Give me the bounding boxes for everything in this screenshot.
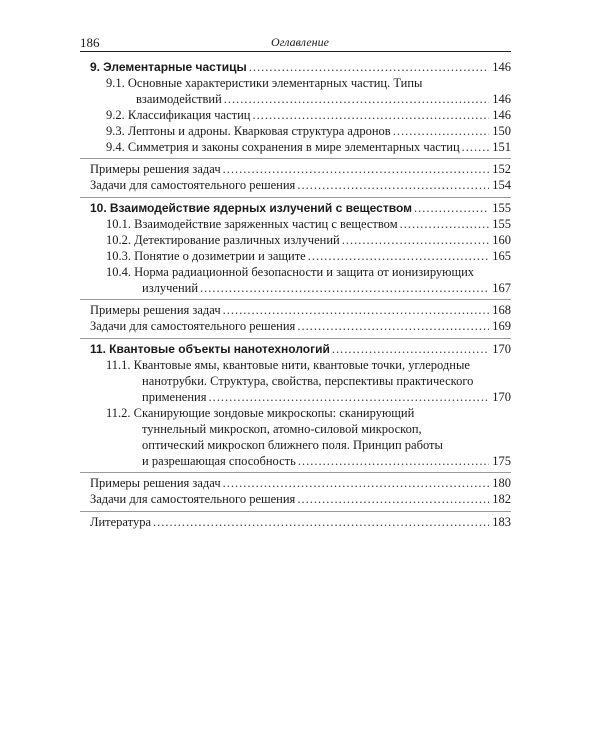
entry-text: 10.3. Понятие о дозиметрии и защите <box>106 249 306 263</box>
header-rule <box>80 51 511 52</box>
divider-rule <box>80 338 511 339</box>
page-ref: 150 <box>492 124 511 138</box>
dot-leader <box>342 232 489 248</box>
entry-text: Задачи для самостоятельного решения <box>90 319 296 333</box>
page-number: 186 <box>80 35 100 50</box>
section-10-4-entry[interactable] <box>106 264 511 296</box>
section-10-3-entry[interactable] <box>106 248 511 264</box>
dot-leader <box>414 200 489 216</box>
entry-text: 9.1. Основные характеристики элементарных частиц. Типы <box>106 76 423 90</box>
page-ref: 168 <box>492 303 511 317</box>
chapter-title: Квантовые объекты нанотехнологий <box>109 342 330 356</box>
divider-rule <box>80 158 511 159</box>
dot-leader <box>223 475 489 491</box>
divider-rule <box>80 197 511 198</box>
dot-leader <box>200 280 489 296</box>
dot-leader <box>223 302 489 318</box>
entry-text: 10.2. Детектирование различных излучений <box>106 233 340 247</box>
dot-leader <box>297 318 489 334</box>
page-ref: 155 <box>492 201 511 215</box>
section-11-1-entry[interactable] <box>106 357 511 405</box>
page-ref: 167 <box>492 281 511 295</box>
entry-text: 11.1. Квантовые ямы, квантовые нити, квантовые точки, углеродные <box>106 358 470 372</box>
dot-leader <box>153 514 489 530</box>
entry-text: нанотрубки. Структура, свойства, перспективы практического <box>142 374 474 388</box>
page-ref: 169 <box>492 319 511 333</box>
section-9-1-entry[interactable] <box>106 75 511 107</box>
divider-rule <box>80 299 511 300</box>
running-header-title: Оглавление <box>271 35 329 49</box>
dot-leader <box>297 177 489 193</box>
page-ref: 180 <box>492 476 511 490</box>
entry-text: взаимодействий <box>136 92 222 106</box>
dot-leader <box>297 491 489 507</box>
section-10-1-entry[interactable] <box>106 216 511 232</box>
entry-text: 10.4. Норма радиационной безопасности и защита от ионизирующих <box>106 265 475 279</box>
examples-9-entry[interactable] <box>90 161 511 177</box>
tasks-10-entry[interactable] <box>90 318 511 334</box>
entry-text: Литература <box>90 515 151 529</box>
entry-text: оптический микроскоп ближнего поля. Принцип работы <box>142 438 443 452</box>
entry-text: применения <box>142 390 207 404</box>
page-ref: 146 <box>492 60 511 74</box>
tasks-9-entry[interactable] <box>90 177 511 193</box>
dot-leader <box>298 453 489 469</box>
examples-11-entry[interactable] <box>90 475 511 491</box>
page-ref: 160 <box>492 233 511 247</box>
section-9-2-entry[interactable] <box>106 107 511 123</box>
entry-text: Задачи для самостоятельного решения <box>90 178 296 192</box>
chapter-9-entry[interactable] <box>90 59 511 75</box>
entry-text: излучений <box>142 281 199 295</box>
page-ref: 170 <box>492 390 511 404</box>
page-ref: 182 <box>492 492 511 506</box>
entry-text: Примеры решения задач <box>90 476 221 490</box>
dot-leader <box>393 123 489 139</box>
literature-entry[interactable] <box>90 514 511 530</box>
dot-leader <box>252 107 489 123</box>
divider-rule <box>80 511 511 512</box>
divider-rule <box>80 472 511 473</box>
chapter-title: Элементарные частицы <box>103 60 247 74</box>
page-ref: 175 <box>492 454 511 468</box>
section-9-4-entry[interactable] <box>106 139 511 155</box>
entry-text: Примеры решения задач <box>90 162 221 176</box>
dot-leader <box>308 248 489 264</box>
page-ref: 155 <box>492 217 511 231</box>
entry-text: 11.2. Сканирующие зондовые микроскопы: сканирующий <box>106 406 415 420</box>
page-ref: 146 <box>492 108 511 122</box>
dot-leader <box>400 216 489 232</box>
page-ref: 152 <box>492 162 511 176</box>
page-ref: 183 <box>492 515 511 529</box>
section-10-2-entry[interactable] <box>106 232 511 248</box>
chapter-10-entry[interactable] <box>90 200 511 216</box>
page-ref: 146 <box>492 92 511 106</box>
tasks-11-entry[interactable] <box>90 491 511 507</box>
entry-text: 9.3. Лептоны и адроны. Кварковая структура адронов <box>106 124 391 138</box>
chapter-number: 10. <box>90 201 107 215</box>
section-11-2-entry[interactable] <box>106 405 511 469</box>
entry-text: Задачи для самостоятельного решения <box>90 492 296 506</box>
entry-text: 9.2. Классификация частиц <box>106 108 251 122</box>
dot-leader <box>208 389 489 405</box>
page-ref: 154 <box>492 178 511 192</box>
chapter-number: 11. <box>90 342 107 356</box>
chapter-title: Взаимодействие ядерных излучений с веществом <box>109 201 412 215</box>
chapter-11-entry[interactable] <box>90 341 511 357</box>
dot-leader <box>224 91 489 107</box>
entry-text: Примеры решения задач <box>90 303 221 317</box>
page-ref: 151 <box>492 140 511 154</box>
chapter-number: 9. <box>90 60 101 74</box>
examples-10-entry[interactable] <box>90 302 511 318</box>
entry-text: и разрешающая способность <box>142 454 296 468</box>
entry-text: 9.4. Симметрия и законы сохранения в мире элементарных частиц <box>106 140 460 154</box>
page-ref: 165 <box>492 249 511 263</box>
page-ref: 170 <box>492 342 511 356</box>
dot-leader <box>462 139 489 155</box>
section-9-3-entry[interactable] <box>106 123 511 139</box>
dot-leader <box>249 59 489 75</box>
entry-text: туннельный микроскоп, атомно-силовой микроскоп, <box>142 422 422 436</box>
dot-leader <box>332 341 489 357</box>
dot-leader <box>223 161 489 177</box>
entry-text: 10.1. Взаимодействие заряженных частиц с веществом <box>106 217 398 231</box>
